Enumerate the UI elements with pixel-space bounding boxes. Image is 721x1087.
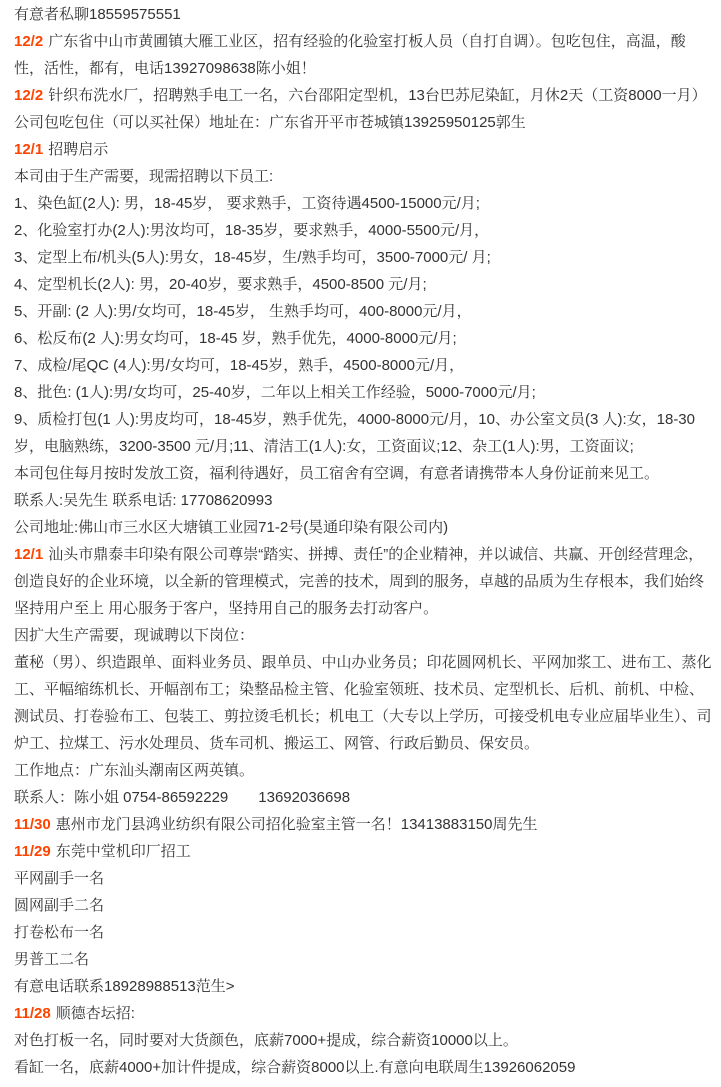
post-text: 联系人:吴先生 联系电话: 17708620993 (14, 492, 273, 509)
job-post (14, 298, 712, 325)
job-post (14, 784, 712, 811)
job-post (14, 325, 712, 352)
job-post (14, 190, 712, 217)
post-text: 工作地点：广东汕头潮南区两英镇。 (14, 762, 255, 779)
post-text: 4、定型机长(2人): 男，20-40岁，要求熟手，4500-8500 元/月; (14, 276, 427, 293)
job-post (14, 811, 712, 838)
post-text: 有意电话联系18928988513范生> (14, 978, 235, 995)
post-text: 3、定型上布/机头(5人):男女，18-45岁，生/熟手均可，3500-7000元/ 月; (14, 249, 491, 266)
post-text: 公司地址:佛山市三水区大塘镇工业园71-2号(昊通印染有限公司内) (14, 519, 449, 536)
job-post (14, 406, 712, 460)
post-date-label: 11/29 (14, 843, 51, 860)
job-post (14, 271, 712, 298)
job-post (14, 946, 712, 973)
job-post (14, 487, 712, 514)
job-post (14, 163, 712, 190)
post-text: 7、成检/尾QC (4人):男/女均可，18-45岁，熟手，4500-8000元/月， (14, 357, 465, 374)
post-date-label: 12/1 (14, 141, 44, 158)
post-date-label: 11/28 (14, 1005, 51, 1022)
post-text: 圆网副手二名 (14, 897, 105, 914)
job-post (14, 1, 712, 28)
post-text: 打卷松布一名 (14, 924, 105, 941)
post-text: 有意者私聊18559575551 (14, 6, 181, 23)
post-text: 顺德杏坛招: (55, 1005, 135, 1022)
job-post (14, 892, 712, 919)
post-text: 5、开副: (2 人):男/女均可，18-45岁， 生熟手均可，400-8000元/月， (14, 303, 472, 320)
job-post (14, 865, 712, 892)
post-text: 招聘启示 (48, 141, 109, 158)
post-text: 6、松反布(2 人):男女均可，18-45 岁，熟手优先，4000-8000元/月; (14, 330, 457, 347)
post-text: 广东省中山市黄圃镇大雁工业区，招有经验的化验室打板人员（自打自调）。包吃包住，高温，酸性，活性，都有，电话13927098638陈小姐！ (14, 33, 686, 77)
post-text: 东莞中堂机印厂招工 (55, 843, 191, 860)
post-date-label: 11/30 (14, 816, 51, 833)
post-text: 针织布洗水厂，招聘熟手电工一名，六台邵阳定型机，13台巴苏尼染缸，月休2天（工资8000一月）公司包吃包住（可以买社保）地址在：广东省开平市苍城镇13925950125郭生 (14, 87, 707, 131)
post-text: 联系人：陈小姐 0754-86592229 13692036698 (14, 789, 351, 806)
job-post (14, 973, 712, 1000)
post-text: 惠州市龙门县鸿业纺织有限公司招化验室主管一名！13413883150周先生 (55, 816, 538, 833)
post-text: 9、质检打包(1 人):男皮均可，18-45岁，熟手优先，4000-8000元/月，10、办公室文员(3 人):女，18-30岁，电脑熟练，3200-3500 元/月;11、清洁工(1人):女，工资面议;12、杂工(1人):男，工资面议; (14, 411, 695, 455)
post-text: 平网副手一名 (14, 870, 105, 887)
post-text: 对色打板一名，同时要对大货颜色，底薪7000+提成，综合薪资10000以上。 (14, 1032, 518, 1049)
post-text: 看缸一名，底薪4000+加计件提成，综合薪资8000以上.有意向电联周生13926062059 (14, 1059, 576, 1076)
post-text: 董秘（男）、织造跟单、面料业务员、跟单员、中山办业务员；印花圆网机长、平网加浆工、进布工、蒸化工、平幅缩练机长、开幅剖布工；染整品检主管、化验室领班、技术员、定型机长、后机、前机、中检、测试员、打卷验布工、包装工、剪拉烫毛机长；机电工（大专以上学历，可接受机电专业应届毕业生）、司炉工、拉煤工、污水处理员、货车司机、搬运工、网管、行政后勤员、保安员。 (14, 654, 712, 752)
job-post (14, 838, 712, 865)
post-text: 汕头市鼎泰丰印染有限公司尊崇“踏实、拼搏、责任”的企业精神，并以诚信、共赢、开创经营理念，创造良好的企业环境，以全新的管理模式，完善的技术，周到的服务，卓越的品质为生存根本，我们始终坚持用户至上 用心服务于客户，坚持用自己的服务去打动客户。 (14, 546, 705, 617)
job-post (14, 379, 712, 406)
job-post (14, 460, 712, 487)
post-text: 因扩大生产需要，现诚聘以下岗位： (14, 627, 255, 644)
post-date-label: 12/2 (14, 87, 44, 104)
post-text: 2、化验室打办(2人):男汝均可，18-35岁，要求熟手，4000-5500元/月， (14, 222, 490, 239)
job-post (14, 757, 712, 784)
job-post (14, 649, 712, 757)
job-post (14, 1027, 712, 1054)
post-date-label: 12/1 (14, 546, 44, 563)
job-post (14, 82, 712, 136)
job-post (14, 352, 712, 379)
job-post (14, 217, 712, 244)
job-post (14, 622, 712, 649)
job-post (14, 541, 712, 622)
job-post (14, 136, 712, 163)
post-text: 本司包住每月按时发放工资，福利待遇好，员工宿舍有空调，有意者请携带本人身份证前来见工。 (14, 465, 660, 482)
job-post (14, 1000, 712, 1027)
job-post (14, 28, 712, 82)
post-text: 1、染色缸(2人): 男，18-45岁， 要求熟手，工资待遇4500-15000元/月; (14, 195, 480, 212)
post-text: 8、批色: (1人):男/女均可，25-40岁，二年以上相关工作经验，5000-7000元/月; (14, 384, 536, 401)
post-date-label: 12/2 (14, 33, 44, 50)
job-post (14, 244, 712, 271)
post-text: 男普工二名 (14, 951, 90, 968)
post-text: 本司由于生产需要，现需招聘以下员工: (14, 168, 274, 185)
job-post (14, 919, 712, 946)
job-post (14, 514, 712, 541)
